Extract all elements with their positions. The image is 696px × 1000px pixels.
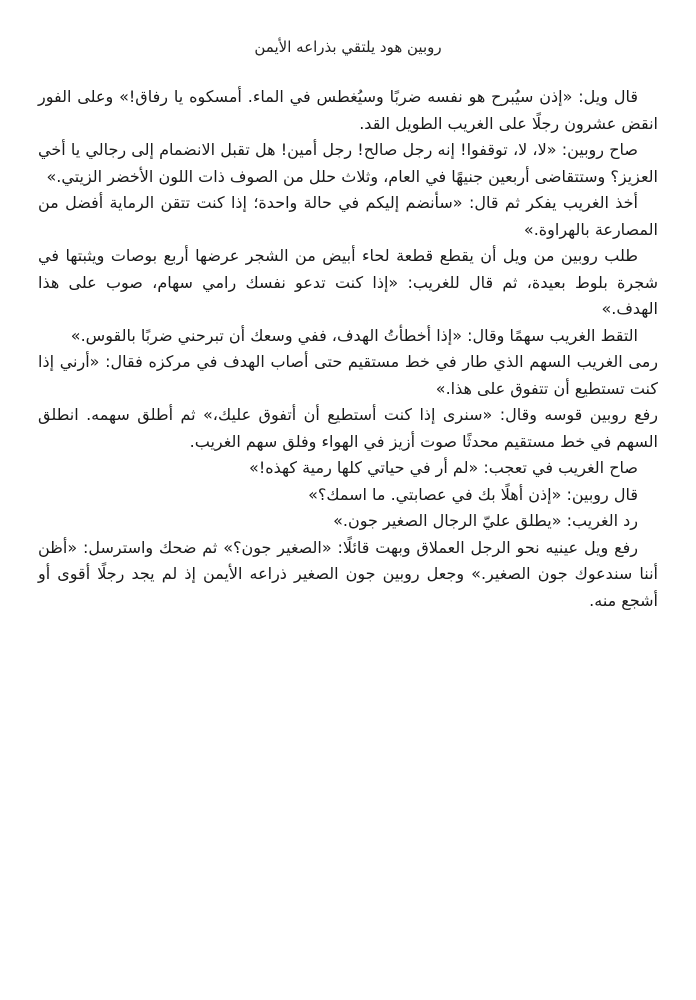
paragraph-stranger-name: رد الغريب: «يطلق عليّ الرجال الصغير جون.» (333, 511, 638, 530)
paragraph-stranger-amazed: صاح الغريب في تعجب: «لم أر في حياتي كلها رمية كهذه!» (249, 458, 638, 477)
paragraph-stranger-takes-arrow: التقط الغريب سهمًا وقال: «إذا أخطأتُ الهدف، ففي وسعك أن تبرحني ضربًا بالقوس.» (70, 325, 638, 345)
body-text (38, 84, 658, 614)
paragraph-robin-invites-stranger: صاح روبين: «لا، لا، توقفوا! إنه رجل صالح! رجل أمين! هل تقبل الانضمام إلى رجالي يا أخي العزيز؟ وستتقاضى أربعين جنيهًا في العام، وثلاث حلل من الصوف ذات اللون الأخضر الزيتي.» (38, 140, 658, 186)
paragraph-little-john: رفع ويل عينيه نحو الرجل العملاق وبهت قائلًا: «الصغير جون؟» ثم ضحك واسترسل: «أظن أننا سندعوك جون الصغير.» وجعل روبين جون الصغير ذراعه الأيمن إذ لم يجد رجلًا أقوى أو أشجع منه. (38, 537, 658, 610)
paragraph-robin-asks-name: قال روبين: «إذن أهلًا بك في عصابتي. ما اسمك؟» (308, 484, 638, 504)
paragraph-target-setup: طلب روبين من ويل أن يقطع قطعة لحاء أبيض من الشجر عرضها أربع بوصات ويثبتها في شجرة بلوط بعيدة، ثم قال للغريب: «إذا كنت تدعو نفسك رامي سهام، صوب على هذا الهدف.» (38, 246, 658, 318)
paragraph-will-orders-attack: قال ويل: «إذن سيُبرح هو نفسه ضربًا وسيُغطس في الماء. أمسكوه يا رفاق!» وعلى الفور انقض عشرون رجلًا على الغريب الطويل القد. (38, 87, 658, 133)
running-header-title: روبين هود يلتقي بذراعه الأيمن (254, 38, 442, 56)
book-page (38, 0, 658, 1000)
paragraph-robin-shoots: رفع روبين قوسه وقال: «سنرى إذا كنت أستطيع أن أتفوق عليك،» ثم أطلق سهمه. انطلق السهم في خط مستقيم محدثًا صوت أزيز في الهواء وفلق سهم الغريب. (38, 405, 658, 451)
paragraph-stranger-shoots: رمى الغريب السهم الذي طار في خط مستقيم حتى أصاب الهدف في مركزه فقال: «أرني إذا كنت تستطيع أن تتفوق على هذا.» (38, 352, 658, 398)
paragraph-stranger-condition: أخذ الغريب يفكر ثم قال: «سأنضم إليكم في حالة واحدة؛ إذا كنت تتقن الرماية أفضل من المصارعة بالهراوة.» (38, 193, 658, 239)
